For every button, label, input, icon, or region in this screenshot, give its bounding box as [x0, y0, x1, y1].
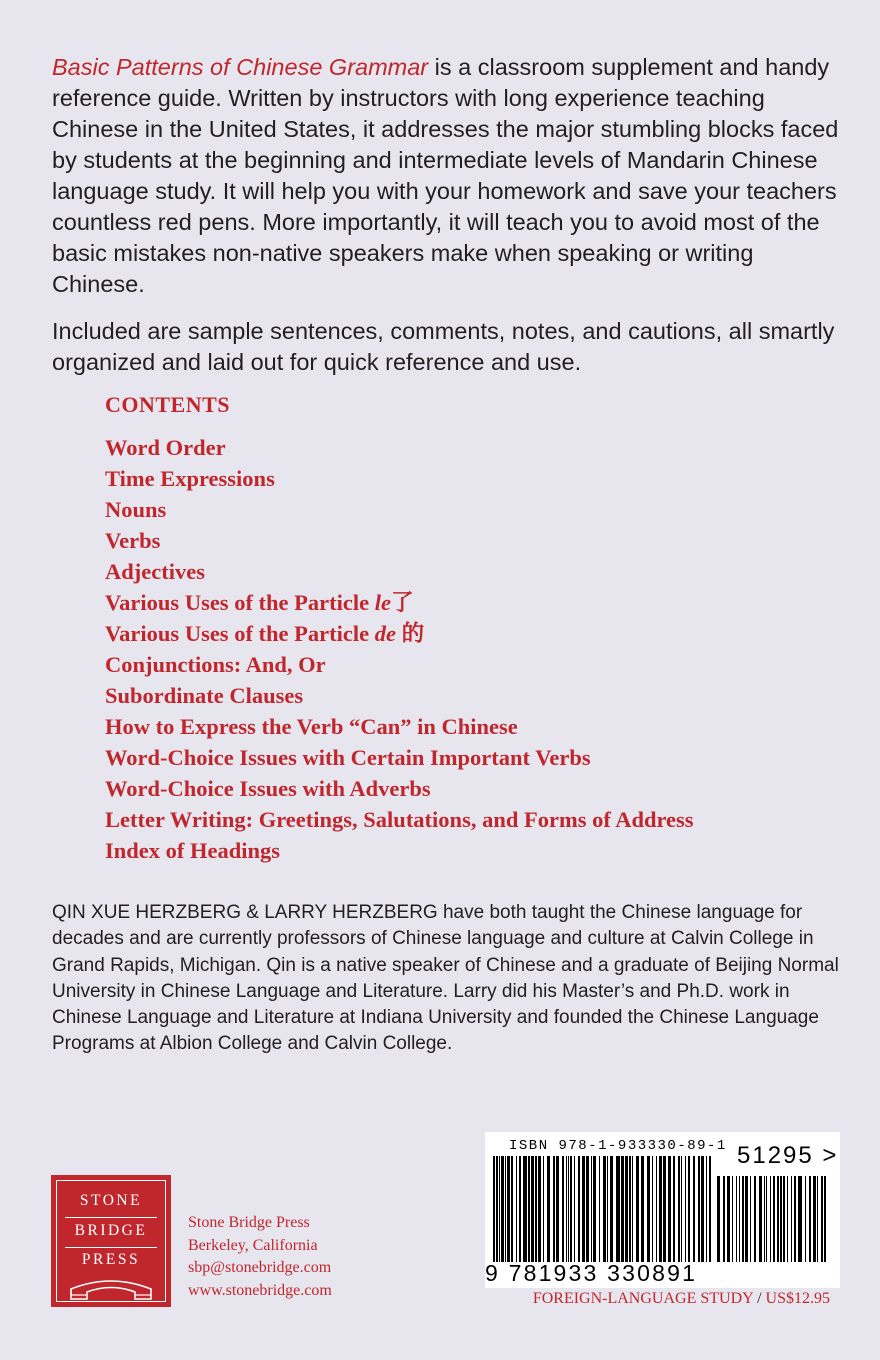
barcode-bar: [528, 1156, 530, 1262]
barcode-bar: [535, 1156, 537, 1262]
publisher-location: Berkeley, California: [188, 1236, 318, 1254]
barcode-bar: [568, 1156, 569, 1262]
barcode-bar: [698, 1156, 700, 1262]
barcode-bar: [505, 1156, 506, 1262]
included-paragraph: Included are sample sentences, comments, notes, and cautions, all smartly organized and laid out for quick reference and use.: [52, 318, 835, 375]
price-barcode: [717, 1176, 829, 1262]
contents-item: Adjectives: [105, 559, 205, 584]
barcode-bar: [764, 1176, 765, 1262]
contents-item: Letter Writing: Greetings, Salutations, and Forms of Address: [105, 807, 694, 832]
barcode-bar: [783, 1176, 785, 1262]
barcode-bar: [766, 1176, 767, 1262]
logo-line-stone: STONE: [79, 1192, 143, 1209]
contents-section: [105, 392, 845, 866]
barcode-bar: [586, 1156, 589, 1262]
publisher-info: [188, 1212, 332, 1302]
barcode-bar: [813, 1176, 816, 1262]
contents-item: Conjunctions: And, Or: [105, 652, 326, 677]
barcode-bar: [777, 1176, 779, 1262]
barcode-bar: [501, 1156, 504, 1262]
barcode-bar: [591, 1156, 592, 1262]
barcode-bar: [493, 1156, 495, 1262]
isbn-label: ISBN 978-1-933330-89-1: [509, 1138, 727, 1154]
barcode-bar: [507, 1156, 510, 1262]
barcode-bar: [732, 1176, 733, 1262]
barcode-bar: [770, 1176, 771, 1262]
barcode-bar: [582, 1156, 585, 1262]
intro-text: is a classroom supplement and handy reference guide. Written by instructors with long experience teaching Chinese in the United States, it addresses the major stumbling blocks faced by students at the beginning and intermediate levels of Mandarin Chinese language study. It will help you with your homework and save your teachers countless red pens. More importantly, it will teach you to avoid most of the basic mistakes non-native speakers make when speaking or writing Chinese.: [52, 54, 839, 297]
isbn-barcode: [493, 1156, 715, 1262]
barcode-bar: [574, 1156, 575, 1262]
barcode-bar: [616, 1156, 620, 1262]
publisher-name: Stone Bridge Press: [188, 1214, 310, 1231]
barcode-bar: [632, 1156, 633, 1262]
category-separator: /: [753, 1290, 766, 1307]
contents-item-label: Various Uses of the Particle: [105, 621, 375, 646]
contents-item: Subordinate Clauses: [105, 683, 304, 708]
barcode-bar: [538, 1156, 541, 1262]
barcode-bar: [511, 1156, 513, 1262]
contents-item: Nouns: [105, 497, 167, 522]
barcode-bar: [701, 1156, 704, 1262]
barcode-bar: [636, 1156, 639, 1262]
contents-item: Word-Choice Issues with Certain Important Verbs: [105, 745, 591, 770]
logo-line-press: PRESS: [81, 1251, 141, 1268]
barcode-bar: [656, 1156, 657, 1262]
barcode-bar: [688, 1156, 690, 1262]
barcode-bar: [750, 1176, 751, 1262]
contents-heading: CONTENTS: [105, 392, 231, 417]
barcode-bar: [570, 1156, 572, 1262]
book-title: Basic Patterns of Chinese Grammar: [52, 54, 429, 80]
contents-item: Word-Choice Issues with Adverbs: [105, 776, 431, 801]
barcode-bar: [523, 1156, 527, 1262]
barcode-bar: [668, 1156, 671, 1262]
barcode-bar: [652, 1156, 653, 1262]
contents-item: Time Expressions: [105, 466, 275, 491]
price-code: 51295 >: [737, 1142, 839, 1169]
barcode-bar: [553, 1156, 555, 1262]
contents-item-particle-de: [105, 618, 845, 649]
contents-item-label: Various Uses of the Particle: [105, 590, 375, 615]
barcode-bar: [593, 1156, 596, 1262]
barcode-bar: [759, 1176, 762, 1262]
barcode-bar: [566, 1156, 567, 1262]
barcode-bar: [709, 1156, 711, 1262]
barcode-bar: [821, 1176, 823, 1262]
barcode-digits: 9 781933 330891: [485, 1260, 698, 1286]
barcode-bar: [824, 1176, 826, 1262]
barcode-bar: [805, 1176, 806, 1262]
barcode-bar: [519, 1156, 521, 1262]
barcode-bar: [717, 1176, 720, 1262]
barcode-bar: [531, 1156, 534, 1262]
barcode-bar: [727, 1176, 730, 1262]
barcode-bar: [678, 1156, 680, 1262]
barcode-bar: [610, 1156, 613, 1262]
barcode-bar: [817, 1176, 818, 1262]
barcode-bar: [603, 1156, 606, 1262]
barcode-bar: [629, 1156, 631, 1262]
barcode-bar: [787, 1176, 788, 1262]
barcode-bar: [562, 1156, 564, 1262]
contents-item: Verbs: [105, 528, 161, 553]
barcode-bar: [798, 1176, 802, 1262]
barcode-bar: [681, 1156, 682, 1262]
barcode-bar: [547, 1156, 550, 1262]
barcode-bar: [496, 1156, 498, 1262]
barcode-bar: [736, 1176, 737, 1262]
barcode-bar: [780, 1176, 782, 1262]
contents-item-particle-le: [105, 587, 845, 618]
barcode-bar: [739, 1176, 740, 1262]
barcode-bar: [625, 1156, 628, 1262]
barcode-bar: [543, 1156, 544, 1262]
publisher-website: www.stonebridge.com: [188, 1281, 332, 1299]
logo-rule: [65, 1247, 157, 1248]
barcode-bar: [742, 1176, 744, 1262]
contents-list: [105, 432, 845, 866]
pinyin-de: de: [374, 621, 396, 646]
char-le: 了: [391, 590, 414, 615]
barcode-bar: [791, 1176, 792, 1262]
barcode-bar: [647, 1156, 650, 1262]
logo-line-bridge: BRIDGE: [74, 1222, 148, 1239]
barcode-bar: [745, 1176, 748, 1262]
barcode-bar: [621, 1156, 624, 1262]
retail-price: US$12.95: [765, 1290, 830, 1307]
category-label: FOREIGN-LANGUAGE STUDY: [532, 1290, 754, 1307]
bridge-icon: [69, 1275, 153, 1301]
barcode-bar: [556, 1156, 559, 1262]
author-bio: QIN XUE HERZBERG & LARRY HERZBERG have both taught the Chinese language for decades and are currently professors of Chinese language and culture at Calvin College in Grand Rapids, Michigan. Qin is a native speaker of Chinese and a graduate of Beijing Normal University in Chinese Language and Literature. Larry did his Master’s and Ph.D. work in Chinese Language and Literature at Indiana University and founded the Chinese Language Programs at Albion College and Calvin College.: [52, 902, 839, 1055]
barcode-bar: [499, 1156, 500, 1262]
barcode-bar: [663, 1156, 666, 1262]
barcode-bar: [578, 1156, 580, 1262]
char-de: 的: [401, 621, 425, 646]
contents-item: How to Express the Verb “Can” in Chinese: [105, 714, 518, 739]
stone-bridge-press-logo: [51, 1175, 171, 1307]
contents-item: Index of Headings: [105, 838, 281, 863]
logo-rule: [65, 1217, 157, 1218]
barcode-box: [485, 1132, 840, 1288]
contents-item: Word Order: [105, 435, 226, 460]
barcode-bar: [685, 1156, 686, 1262]
barcode-bar: [641, 1156, 644, 1262]
barcode-bar: [659, 1156, 662, 1262]
barcode-bar: [754, 1176, 756, 1262]
barcode-bar: [673, 1156, 675, 1262]
barcode-bar: [607, 1156, 608, 1262]
pinyin-le: le: [374, 590, 391, 615]
barcode-bar: [809, 1176, 811, 1262]
barcode-bar: [706, 1156, 707, 1262]
barcode-bar: [599, 1156, 600, 1262]
intro-paragraph: [52, 52, 852, 300]
barcode-bar: [794, 1176, 796, 1262]
barcode-bar: [773, 1176, 775, 1262]
category-price: [500, 1290, 830, 1308]
publisher-email: sbp@stonebridge.com: [188, 1259, 332, 1276]
barcode-bar: [723, 1176, 725, 1262]
barcode-bar: [693, 1156, 695, 1262]
barcode-bar: [516, 1156, 517, 1262]
logo-frame: [56, 1180, 166, 1302]
